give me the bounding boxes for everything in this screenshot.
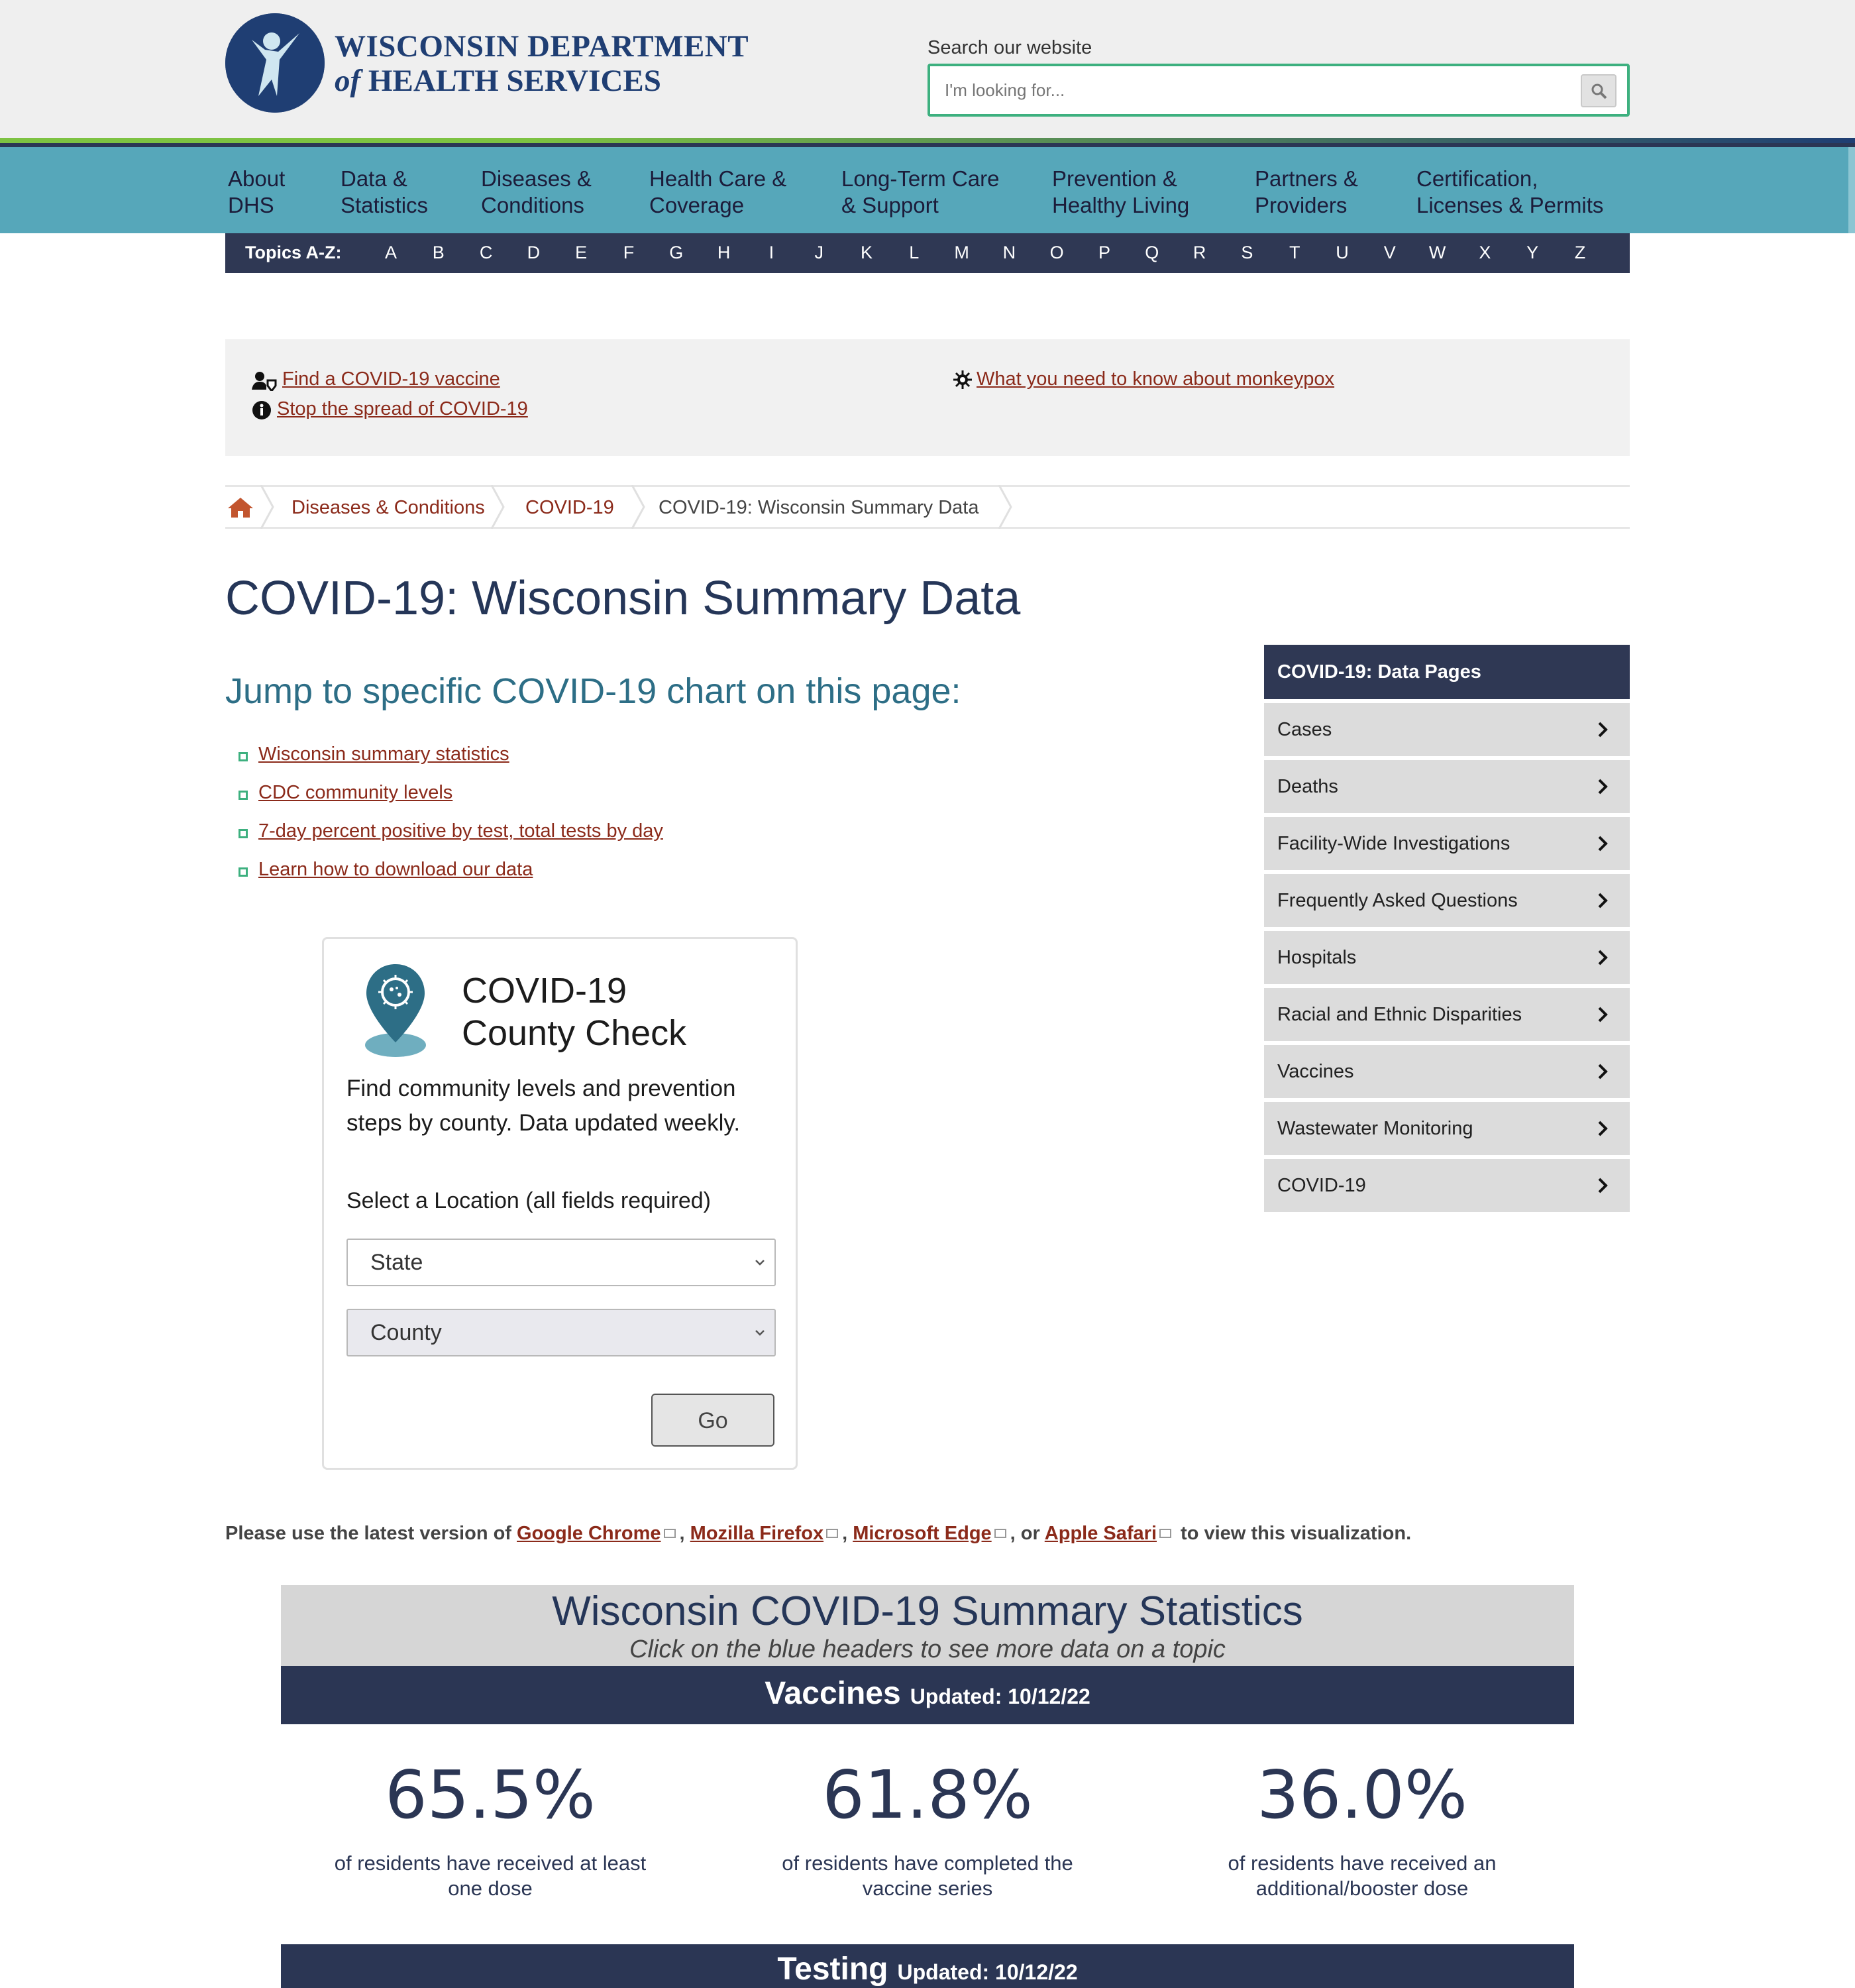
vaccines-updated: Updated: 10/12/22: [910, 1684, 1090, 1708]
chevron-down-icon: [752, 1325, 768, 1341]
list-bullet: [238, 829, 248, 838]
chevron-right-icon: [1597, 834, 1610, 853]
az-letter-g[interactable]: G: [669, 243, 684, 262]
breadcrumb: [225, 485, 1630, 529]
list-bullet: [238, 791, 248, 800]
summary-stats-subtitle: Click on the blue headers to see more data on a topic: [629, 1635, 1226, 1663]
nav-diseases-conditions[interactable]: Diseases & Conditions: [481, 166, 592, 217]
sidebar-item-deaths[interactable]: [1264, 760, 1630, 813]
stat-booster-dose: [1177, 1756, 1548, 1901]
home-icon[interactable]: [227, 496, 254, 519]
microsoft-edge-link[interactable]: Microsoft Edge: [853, 1523, 992, 1544]
chevron-right-icon: [1597, 720, 1610, 739]
sidebar-item-label: COVID-19: [1277, 1175, 1366, 1196]
virus-icon: [953, 370, 973, 390]
breadcrumb-separator: [998, 485, 1012, 529]
external-link-icon: [664, 1529, 676, 1538]
sidebar-item-cases[interactable]: [1264, 703, 1630, 756]
sidebar-item-label: Hospitals: [1277, 947, 1357, 968]
state-select[interactable]: [346, 1239, 776, 1286]
stat-completed-series: [742, 1756, 1113, 1901]
site-header: [0, 0, 1855, 138]
sidebar-items: [1264, 703, 1630, 1212]
breadcrumb-separator: [490, 485, 505, 529]
list-bullet: [238, 867, 248, 877]
chevron-right-icon: [1597, 891, 1610, 910]
sidebar-item-label: Cases: [1277, 719, 1332, 740]
sidebar-heading: COVID-19: Data Pages: [1264, 645, 1630, 699]
az-letter-d[interactable]: D: [527, 243, 541, 262]
browser-note: Please use the latest version of Google Chrome , Mozilla Firefox , Microsoft Edge , or Apple Safari to view this visualization.: [225, 1523, 1412, 1544]
nav-data-statistics[interactable]: Data & Statistics: [341, 166, 429, 217]
location-virus-pin-icon: [364, 963, 427, 1058]
az-letter-o[interactable]: O: [1049, 243, 1064, 262]
stat-caption: of residents have received at least one dose: [334, 1851, 647, 1900]
breadcrumb-diseases-conditions[interactable]: Diseases & Conditions: [292, 497, 485, 518]
az-letter-t[interactable]: T: [1289, 243, 1300, 262]
az-letter-k[interactable]: K: [860, 243, 873, 262]
sidebar-item-wastewater-monitoring[interactable]: [1264, 1102, 1630, 1155]
dhs-logo-text[interactable]: [335, 29, 749, 98]
breadcrumb-separator: [260, 485, 274, 529]
county-check-title: COVID-19 County Check: [462, 971, 687, 1053]
az-letter-j[interactable]: J: [814, 243, 823, 262]
search-button[interactable]: [1581, 74, 1616, 107]
az-letter-s[interactable]: S: [1241, 243, 1253, 262]
stat-value: 61.8%: [822, 1756, 1033, 1834]
az-letter-f[interactable]: F: [623, 243, 635, 262]
search-input[interactable]: [945, 76, 1554, 105]
az-letter-l[interactable]: L: [909, 243, 920, 262]
select-location-label: Select a Location (all fields required): [346, 1188, 711, 1213]
county-select-value: County: [370, 1320, 442, 1345]
testing-header[interactable]: [281, 1944, 1574, 1988]
az-letter-u[interactable]: U: [1336, 243, 1349, 262]
search-icon: [1591, 83, 1608, 100]
topics-az-bar: [225, 233, 1630, 273]
az-letter-z[interactable]: Z: [1574, 243, 1586, 262]
find-vaccine-link[interactable]: Find a COVID-19 vaccine: [282, 368, 500, 390]
county-check-card: [322, 937, 798, 1470]
az-letter-p[interactable]: P: [1098, 243, 1110, 262]
az-letter-h[interactable]: H: [717, 243, 731, 262]
alert-box: [225, 339, 1630, 456]
external-link-icon: [1159, 1529, 1171, 1538]
chevron-right-icon: [1597, 1062, 1610, 1081]
az-letter-m[interactable]: M: [954, 243, 969, 262]
list-bullet: [238, 752, 248, 761]
az-letter-e[interactable]: E: [575, 243, 588, 262]
sidebar-item-label: Frequently Asked Questions: [1277, 890, 1518, 911]
sidebar-item-racial-and-ethnic-disparities[interactable]: [1264, 988, 1630, 1041]
az-letter-n[interactable]: N: [1002, 243, 1016, 262]
az-letter-i[interactable]: I: [768, 243, 774, 262]
vaccines-header[interactable]: [281, 1666, 1574, 1724]
sidebar-item-vaccines[interactable]: [1264, 1045, 1630, 1098]
nav-about-dhs[interactable]: About DHS: [228, 166, 286, 217]
breadcrumb-current: COVID-19: Wisconsin Summary Data: [659, 497, 979, 518]
summary-stats-title: Wisconsin COVID-19 Summary Statistics: [552, 1588, 1303, 1634]
jump-link-cdc-community-levels[interactable]: CDC community levels: [258, 782, 453, 803]
chevron-down-icon: [752, 1254, 768, 1270]
sidebar-item-label: Vaccines: [1277, 1061, 1354, 1082]
az-letter-x[interactable]: X: [1479, 243, 1491, 262]
stat-caption: of residents have completed the vaccine series: [782, 1851, 1073, 1900]
nav-prevention-healthy-living[interactable]: Prevention & Healthy Living: [1052, 166, 1190, 217]
az-letter-v[interactable]: V: [1383, 243, 1396, 262]
search-box: [928, 64, 1630, 117]
sidebar-item-frequently-asked-questions[interactable]: [1264, 874, 1630, 927]
apple-safari-link[interactable]: Apple Safari: [1044, 1523, 1157, 1544]
az-letter-q[interactable]: Q: [1145, 243, 1159, 262]
external-link-icon: [994, 1529, 1006, 1538]
logo-line-2: of HEALTH SERVICES: [335, 64, 661, 98]
testing-updated: Updated: 10/12/22: [897, 1960, 1078, 1984]
stat-at-least-one-dose: [305, 1756, 676, 1901]
az-letter-y[interactable]: Y: [1526, 243, 1539, 262]
jump-link-summary-statistics[interactable]: Wisconsin summary statistics: [258, 744, 509, 765]
az-letter-r[interactable]: R: [1192, 243, 1206, 262]
scrollbar[interactable]: [1848, 147, 1855, 233]
sidebar-item-covid-19[interactable]: [1264, 1159, 1630, 1212]
header-stripe-gradient: [530, 138, 1855, 143]
az-letter-c[interactable]: C: [479, 243, 493, 262]
nav-health-care-coverage[interactable]: Health Care & Coverage: [649, 166, 787, 217]
county-select[interactable]: [346, 1309, 776, 1356]
topics-az-label: Topics A-Z:: [245, 243, 342, 262]
az-letter-w[interactable]: W: [1428, 243, 1446, 262]
logo-line-1: WISCONSIN DEPARTMENT: [335, 29, 749, 64]
stat-value: 65.5%: [385, 1756, 596, 1834]
mozilla-firefox-link[interactable]: Mozilla Firefox: [690, 1523, 824, 1544]
dhs-logo-icon[interactable]: [225, 13, 325, 113]
state-select-value: State: [370, 1250, 423, 1275]
summary-stats-header: [281, 1585, 1574, 1666]
county-check-description: Find community levels and prevention steps by county. Data updated weekly.: [346, 1076, 741, 1136]
nav-certification-licenses[interactable]: Certification, Licenses & Permits: [1416, 166, 1604, 217]
nav-long-term-care[interactable]: Long-Term Care & Support: [841, 166, 1000, 217]
google-chrome-link[interactable]: Google Chrome: [517, 1523, 661, 1544]
sidebar-item-hospitals[interactable]: [1264, 931, 1630, 984]
chevron-right-icon: [1597, 1119, 1610, 1138]
main-navigation: [0, 147, 1855, 233]
jump-heading: Jump to specific COVID-19 chart on this page:: [225, 671, 961, 711]
jump-link-percent-positive[interactable]: 7-day percent positive by test, total tests by day: [258, 820, 663, 842]
stat-caption: of residents have received an additional/booster dose: [1228, 1851, 1497, 1900]
breadcrumb-separator: [631, 485, 645, 529]
chevron-right-icon: [1597, 1005, 1610, 1024]
vaccines-heading: Vaccines: [765, 1676, 901, 1711]
testing-heading: Testing: [777, 1952, 888, 1987]
chevron-right-icon: [1597, 777, 1610, 796]
breadcrumb-covid-19[interactable]: COVID-19: [525, 497, 614, 518]
page-title: COVID-19: Wisconsin Summary Data: [225, 572, 1021, 625]
info-icon: [252, 400, 272, 420]
nav-partners-providers[interactable]: Partners & Providers: [1255, 166, 1358, 217]
chevron-right-icon: [1597, 948, 1610, 967]
jump-link-download-data[interactable]: Learn how to download our data: [258, 859, 533, 880]
stop-spread-link[interactable]: Stop the spread of COVID-19: [277, 398, 528, 419]
go-button[interactable]: Go: [651, 1394, 774, 1447]
az-letter-b[interactable]: B: [432, 243, 445, 262]
header-stripe-green: [0, 138, 530, 143]
stat-value: 36.0%: [1257, 1756, 1467, 1834]
chevron-right-icon: [1597, 1176, 1610, 1195]
sidebar-item-label: Wastewater Monitoring: [1277, 1118, 1473, 1139]
az-letter-a[interactable]: A: [384, 243, 397, 262]
external-link-icon: [826, 1529, 838, 1538]
monkeypox-link[interactable]: What you need to know about monkeypox: [977, 368, 1335, 390]
sidebar-item-label: Facility-Wide Investigations: [1277, 833, 1510, 854]
person-shield-icon: [252, 371, 277, 391]
sidebar-item-label: Racial and Ethnic Disparities: [1277, 1004, 1522, 1025]
data-pages-sidebar: [1264, 645, 1630, 1212]
search-label: Search our website: [928, 37, 1092, 58]
sidebar-item-facility-wide-investigations[interactable]: [1264, 817, 1630, 870]
sidebar-item-label: Deaths: [1277, 776, 1338, 797]
